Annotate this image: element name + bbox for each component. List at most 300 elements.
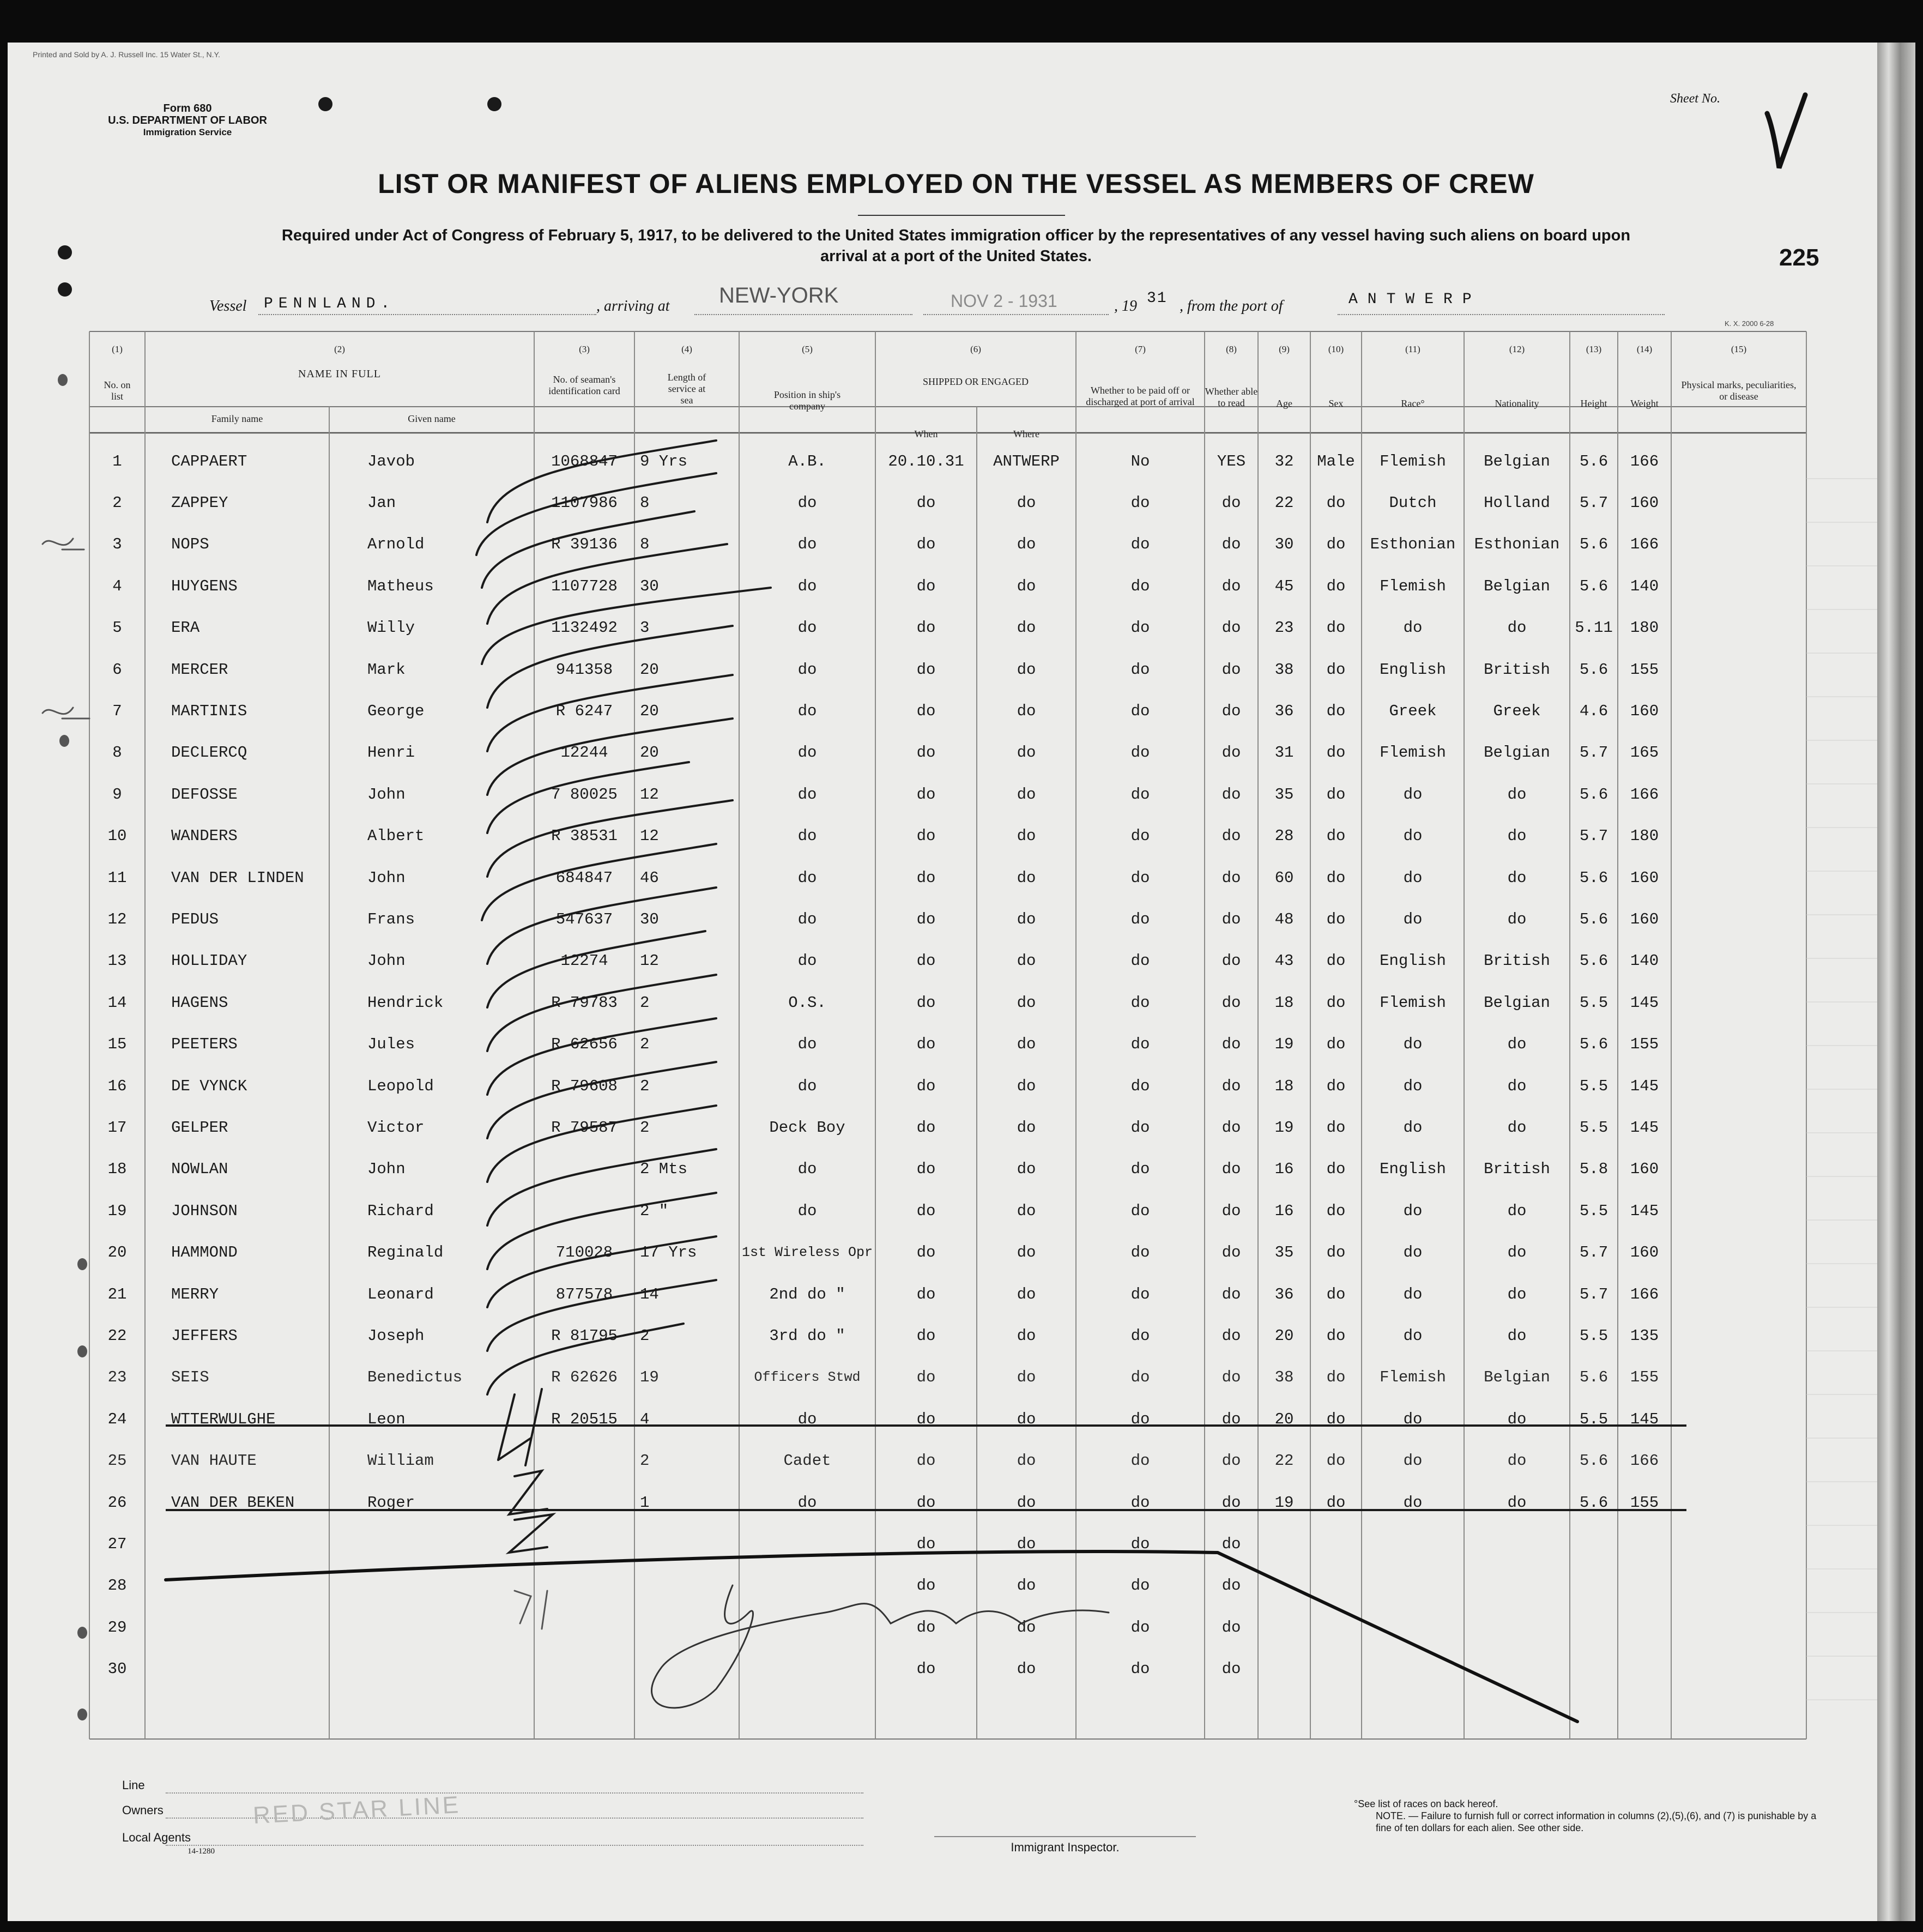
cell-where: do [1017,535,1036,554]
cell-card: R 38531 [551,827,618,846]
cell-race: do [1403,910,1423,928]
cell-nationality: Holland [1484,493,1550,512]
cell-nationality: do [1507,1410,1527,1428]
cell-height: 5.6 [1579,910,1608,928]
cell-race [1362,1523,1464,1565]
cell-weight: 155 [1630,1493,1659,1512]
cell-where: do [1017,1493,1036,1512]
table-row [8,1149,1877,1190]
col-15-header: Physical marks, peculiarities, or disease [1681,379,1797,402]
penalty-note: NOTE. — Failure to furnish full or correct information in columns (2),(5),(6), and (7) is punishable by a fine of ten dollars for each alien. See other side. [1376,1810,1817,1833]
cell-read: do [1221,1160,1241,1179]
table-row [8,940,1877,982]
cell-paid: do [1130,1452,1150,1470]
cell-nationality: do [1507,619,1527,637]
cell-no: 26 [107,1493,127,1512]
cell-where: ANTWERP [993,452,1060,470]
cell-no: 28 [107,1577,127,1595]
cell-position [739,1607,875,1648]
cell-nationality: British [1484,952,1550,970]
arriving-port-stamp: NEW-YORK [719,283,839,307]
cell-card: R 81795 [551,1326,618,1345]
cell-age: 19 [1274,1035,1294,1054]
cell-given: John [367,868,406,887]
table-row [8,898,1877,940]
cell-service [640,1565,738,1607]
cell-weight: 145 [1630,1410,1659,1428]
cell-age [1258,1607,1310,1648]
cell-family [171,1649,335,1690]
col-2a-header: Family name [211,413,263,424]
col-10-header: Sex [1328,398,1344,409]
cell-height: 5.7 [1579,493,1608,512]
cell-when: do [916,702,936,720]
col-13-number: (13) [1586,344,1602,354]
cell-given: John [367,785,406,804]
cell-no: 29 [107,1618,127,1637]
cell-card: R 79783 [551,993,618,1012]
sheet-label: Sheet No. [1670,92,1720,106]
agents-label: Local Agents [122,1831,191,1844]
cell-position: do [797,535,817,554]
cell-paid: do [1130,1035,1150,1054]
cell-service: 2 Mts [640,1160,688,1179]
cell-family: DE VYNCK [171,1077,247,1095]
cell-weight: 140 [1630,577,1659,595]
cell-given: Frans [367,910,415,928]
col-11-number: (11) [1405,344,1420,354]
table-row [8,1440,1877,1482]
col-5-header: Position in ship's company [773,389,841,412]
cell-family: VAN DER BEKEN [171,1493,295,1512]
cell-given: Jules [367,1035,415,1054]
cell-family: VAN DER LINDEN [171,868,304,887]
cell-when: do [916,577,936,595]
cell-given: Joseph [367,1326,425,1345]
cell-age: 48 [1274,910,1294,928]
cell-race: Flemish [1380,577,1446,595]
cell-when: do [916,535,936,554]
cell-read: do [1221,744,1241,762]
cell-height: 5.5 [1579,1410,1608,1428]
cell-age: 16 [1274,1160,1294,1179]
year-prefix: , 19 [1114,298,1137,315]
cell-race: English [1380,660,1446,679]
date-stamp: NOV 2 - 1931 [951,291,1057,311]
from-port: ANTWERP [1348,291,1481,308]
cell-read: do [1221,1452,1241,1470]
cell-card: 547637 [555,910,613,928]
cell-where: do [1017,1243,1036,1262]
cell-race: Flemish [1380,452,1446,470]
cell-no: 7 [112,702,122,720]
col-7-header: Whether to be paid off or discharged at port of arrival [1086,385,1195,407]
races-note [1354,1798,1828,1834]
cell-no: 14 [107,993,127,1012]
cell-card: R 62626 [551,1368,618,1387]
cell-where: do [1017,868,1036,887]
cell-height [1570,1607,1618,1648]
cell-paid: do [1130,827,1150,846]
cell-where: do [1017,1077,1036,1095]
cell-service: 17 Yrs [640,1243,697,1262]
cell-given: Leonard [367,1285,434,1303]
cell-height: 5.6 [1579,1035,1608,1054]
cell-race: Flemish [1380,744,1446,762]
cell-weight: 145 [1630,1202,1659,1220]
cell-sex: do [1326,868,1346,887]
cell-height: 5.6 [1579,1368,1608,1387]
cell-height: 5.6 [1579,1452,1608,1470]
cell-card: 684847 [555,868,613,887]
cell-race: do [1403,1410,1423,1428]
cell-age: 43 [1274,952,1294,970]
cell-sex: do [1326,1035,1346,1054]
cell-position: do [797,952,817,970]
cell-when: do [916,1326,936,1345]
cell-no: 15 [107,1035,127,1054]
cell-service: 9 Yrs [640,452,688,470]
cell-age [1258,1565,1310,1607]
cell-weight [1618,1523,1671,1565]
cell-paid: do [1130,1243,1150,1262]
cell-read: do [1221,1368,1241,1387]
table-row [8,1024,1877,1065]
cell-race [1362,1649,1464,1690]
cell-sex: Male [1317,452,1355,470]
cell-where: do [1017,702,1036,720]
cell-family [171,1565,335,1607]
cell-read: do [1221,619,1241,637]
cell-nationality [1464,1523,1570,1565]
cell-race: Esthonian [1370,535,1456,554]
table-row [8,1190,1877,1231]
subtitle-line-2: arrival at a port of the United States. [820,247,1092,265]
col-4-header: Length of service at sea [667,372,706,406]
cell-nationality [1464,1565,1570,1607]
table-row [8,1232,1877,1273]
table-row [8,607,1877,649]
cell-position: do [797,660,817,679]
col-4-number: (4) [681,344,692,354]
cell-card: 7 80025 [551,785,618,804]
cell-given [367,1565,531,1607]
cell-service: 19 [640,1368,659,1387]
cell-given: Matheus [367,577,434,595]
cell-family: HAGENS [171,993,228,1012]
cell-age: 31 [1274,744,1294,762]
cell-height: 5.11 [1575,619,1613,637]
cell-card: 1107986 [551,493,618,512]
cell-nationality: do [1507,1493,1527,1512]
cell-when: do [916,1160,936,1179]
cell-position [739,1565,875,1607]
cell-position: O.S. [788,993,826,1012]
cell-age [1258,1649,1310,1690]
cell-no: 8 [112,744,122,762]
cell-weight: 155 [1630,1368,1659,1387]
cell-service [640,1523,738,1565]
cell-no: 17 [107,1118,127,1137]
cell-age: 22 [1274,493,1294,512]
col-2-header: NAME IN FULL [298,368,381,380]
col-12-number: (12) [1509,344,1525,354]
cell-paid: do [1130,1368,1150,1387]
from-label: , from the port of [1180,298,1283,315]
col-2b-header: Given name [408,413,456,424]
cell-card [534,1607,634,1648]
cell-where: do [1017,1410,1036,1428]
cell-no: 25 [107,1452,127,1470]
cell-family: SEIS [171,1368,209,1387]
cell-family: NOPS [171,535,209,554]
cell-family: HUYGENS [171,577,238,595]
cell-service: 2 " [640,1202,669,1220]
cell-paid: do [1130,1118,1150,1137]
cell-sex: do [1326,577,1346,595]
cell-where: do [1017,1118,1036,1137]
cell-position: do [797,1410,817,1428]
cell-race: do [1403,1202,1423,1220]
cell-paid: do [1130,535,1150,554]
cell-position: do [797,1493,817,1512]
cell-sex: do [1326,785,1346,804]
col-6a-header: When [914,428,938,439]
cell-where: do [1017,1368,1036,1387]
cell-card: R 62656 [551,1035,618,1054]
cell-when: do [916,660,936,679]
cell-race: do [1403,785,1423,804]
cell-age: 36 [1274,1285,1294,1303]
cell-card [534,1440,634,1482]
cell-service: 12 [640,952,659,970]
cell-height: 5.6 [1579,1493,1608,1512]
cell-height: 5.6 [1579,952,1608,970]
cell-weight [1618,1607,1671,1648]
cell-when: do [916,1452,936,1470]
cell-given: Arnold [367,535,425,554]
cell-no: 4 [112,577,122,595]
cell-paid: do [1130,910,1150,928]
cell-height: 5.6 [1579,868,1608,887]
cell-where: do [1017,1535,1036,1553]
col-6-number: (6) [970,344,981,354]
cell-height: 5.6 [1579,660,1608,679]
inspector-signature-line: Immigrant Inspector. [934,1836,1196,1855]
cell-given: Victor [367,1118,425,1137]
cell-no: 9 [112,785,122,804]
cell-card: R 79608 [551,1077,618,1095]
cell-where: do [1017,1618,1036,1637]
line-rule [166,1792,863,1794]
cell-when: do [916,1202,936,1220]
cell-service: 8 [640,535,650,554]
line-label: Line [122,1778,145,1792]
cell-paid: do [1130,1660,1150,1679]
cell-nationality [1464,1649,1570,1690]
cell-height: 5.6 [1579,785,1608,804]
col-12-header: Nationality [1495,398,1539,409]
cell-position: do [797,493,817,512]
cell-position: do [797,702,817,720]
cell-age: 30 [1274,535,1294,554]
cell-given: Benedictus [367,1368,463,1387]
cell-given: Henri [367,744,415,762]
cell-read: do [1221,1285,1241,1303]
cell-family: HAMMOND [171,1243,238,1262]
cell-age: 36 [1274,702,1294,720]
cell-age: 19 [1274,1493,1294,1512]
cell-sex: do [1326,1493,1346,1512]
cell-family: GELPER [171,1118,228,1137]
cell-sex: do [1326,493,1346,512]
cell-family: NOWLAN [171,1160,228,1179]
cell-nationality: do [1507,1035,1527,1054]
cell-position: do [797,577,817,595]
cell-height: 5.6 [1579,452,1608,470]
cell-service: 12 [640,785,659,804]
cell-position: A.B. [788,452,826,470]
col-9-number: (9) [1279,344,1290,354]
cell-age: 19 [1274,1118,1294,1137]
sheet-number: 225 [1779,244,1819,271]
cell-card: 1068847 [551,452,618,470]
cell-family: MERRY [171,1285,219,1303]
cell-family: PEDUS [171,910,219,928]
cell-age: 38 [1274,660,1294,679]
cell-weight: 135 [1630,1326,1659,1345]
cell-read: do [1221,868,1241,887]
cell-when: do [916,1368,936,1387]
cell-position [739,1523,875,1565]
cell-given [367,1523,531,1565]
cell-no: 6 [112,660,122,679]
cell-when: do [916,744,936,762]
cell-read: do [1221,827,1241,846]
table-row [8,1398,1877,1440]
cell-paid: do [1130,1535,1150,1553]
table-row [8,1315,1877,1356]
cell-nationality: Belgian [1484,993,1550,1012]
cell-card [534,1565,634,1607]
cell-where: do [1017,660,1036,679]
cell-when: do [916,493,936,512]
cell-age: 22 [1274,1452,1294,1470]
cell-given: Leon [367,1410,406,1428]
year-suffix: 31 [1147,290,1168,307]
cell-read: do [1221,952,1241,970]
cell-position: do [797,785,817,804]
cell-weight: 166 [1630,1452,1659,1470]
cell-no: 30 [107,1660,127,1679]
cell-when: do [916,1577,936,1595]
cell-when: do [916,868,936,887]
cell-position: do [797,1077,817,1095]
cell-sex [1310,1607,1362,1648]
cell-service: 3 [640,619,650,637]
cell-given: Albert [367,827,425,846]
cell-height: 5.5 [1579,1118,1608,1137]
vessel-label: Vessel [209,298,247,315]
cell-given: Reginald [367,1243,444,1262]
cell-read: do [1221,1410,1241,1428]
owners-label: Owners [122,1803,164,1817]
cell-weight: 155 [1630,660,1659,679]
cell-where: do [1017,1660,1036,1679]
cell-age: 20 [1274,1326,1294,1345]
cell-paid: No [1130,452,1150,470]
cell-weight: 145 [1630,1077,1659,1095]
cell-paid: do [1130,1077,1150,1095]
cell-race: do [1403,1035,1423,1054]
cell-weight: 160 [1630,702,1659,720]
cell-paid: do [1130,1410,1150,1428]
cell-service: 2 [640,1452,650,1470]
cell-service: 20 [640,702,659,720]
cell-card [534,1482,634,1523]
cell-paid: do [1130,619,1150,637]
cell-sex: do [1326,1202,1346,1220]
table-row [8,732,1877,774]
col-14-header: Weight [1630,398,1659,409]
cell-family: HOLLIDAY [171,952,247,970]
cell-when: do [916,1410,936,1428]
ledger-edge [1877,43,1915,1921]
cell-weight: 160 [1630,1243,1659,1262]
cell-weight [1618,1565,1671,1607]
cell-sex: do [1326,1326,1346,1345]
cell-where: do [1017,493,1036,512]
cell-paid: do [1130,785,1150,804]
cell-height [1570,1565,1618,1607]
cell-family: ERA [171,619,200,637]
table-row [8,565,1877,607]
cell-sex: do [1326,1368,1346,1387]
cell-service: 20 [640,744,659,762]
cell-card: 877578 [555,1285,613,1303]
cell-family: WTTERWULGHE [171,1410,276,1428]
cell-position: do [797,619,817,637]
service-name: Immigration Service [143,127,232,137]
cell-weight: 160 [1630,868,1659,887]
cell-service: 2 [640,1077,650,1095]
col-15-number: (15) [1731,344,1747,354]
cell-family: WANDERS [171,827,238,846]
cell-service [640,1607,738,1648]
cell-when: 20.10.31 [888,452,964,470]
cell-age: 38 [1274,1368,1294,1387]
cell-where: do [1017,1035,1036,1054]
cell-no: 22 [107,1326,127,1345]
cell-age: 35 [1274,1243,1294,1262]
cell-nationality: do [1507,785,1527,804]
cell-where: do [1017,619,1036,637]
cell-height [1570,1649,1618,1690]
table-row [8,524,1877,565]
cell-paid: do [1130,1160,1150,1179]
col-8-header: Whether able to read [1205,386,1258,408]
cell-sex: do [1326,1410,1346,1428]
cell-when: do [916,1660,936,1679]
cell-where: do [1017,1202,1036,1220]
cell-height: 4.6 [1579,702,1608,720]
cell-position: do [797,1202,817,1220]
form-title: LIST OR MANIFEST OF ALIENS EMPLOYED ON THE VESSEL AS MEMBERS OF CREW [378,168,1534,199]
cell-service: 14 [640,1285,659,1303]
cell-sex: do [1326,1118,1346,1137]
cell-when: do [916,1118,936,1137]
cell-read: do [1221,1660,1241,1679]
